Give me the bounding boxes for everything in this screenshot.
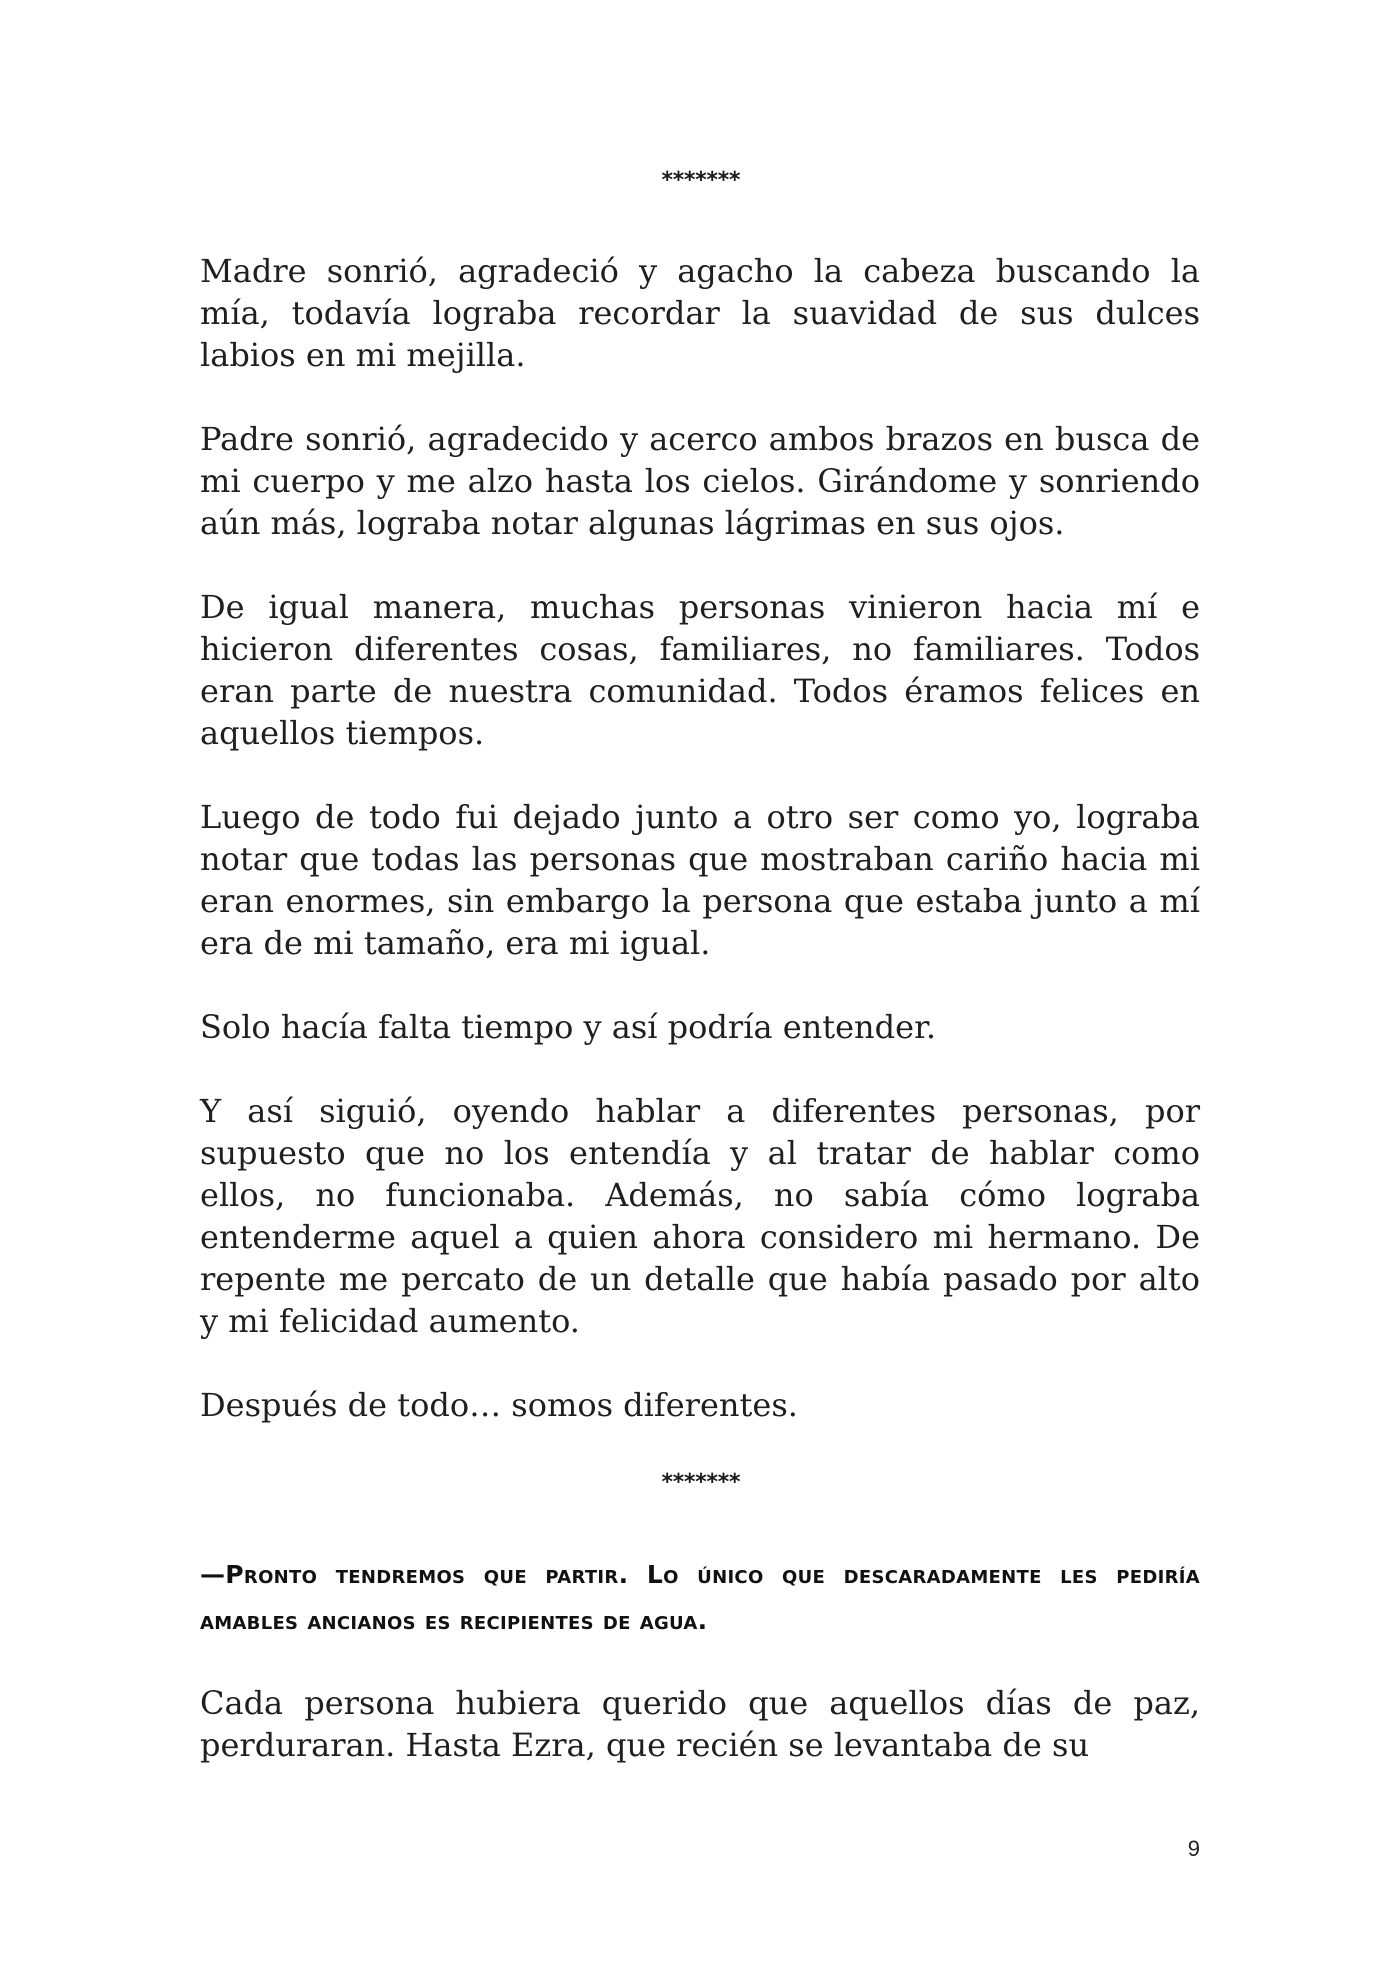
paragraph-2: Padre sonrió, agradecido y acerco ambos brazos en busca de mi cuerpo y me alzo hasta los cielos. Girándome y sonriendo aún más, lograba notar algunas lágrimas en sus ojos. [200,420,1200,542]
paragraph-5: Solo hacía falta tiempo y así podría entender. [200,1008,937,1046]
paragraph-1: Madre sonrió, agradeció y agacho la cabeza buscando la mía, todavía lograba recordar la suavidad de sus dulces labios en mi mejilla. [200,252,1200,374]
section-separator-top: ******* [660,168,740,193]
paragraph-4: Luego de todo fui dejado junto a otro ser como yo, lograba notar que todas las personas que mostraban cariño hacia mi eran enormes, sin embargo la persona que estaba junto a mí era de mi tamaño, era mi igual. [200,798,1200,962]
dialogue-line: —Pronto tendremos que partir. Lo único que descaradamente les pediría amables ancianos es recipientes de agua. [200,1560,1200,1635]
paragraph-6: Y así siguió, oyendo hablar a diferentes personas, por supuesto que no los entendía y al tratar de hablar como ellos, no funcionaba. Además, no sabía cómo lograba entenderme aquel a quien ahora considero mi hermano. De repente me percato de un detalle que había pasado por alto y mi felicidad aumento. [200,1092,1200,1340]
paragraph-7: Después de todo… somos diferentes. [200,1386,798,1424]
paragraph-3: De igual manera, muchas personas vinieron hacia mí e hicieron diferentes cosas, familiares, no familiares. Todos eran parte de nuestra comunidad. Todos éramos felices en aquellos tiempos. [200,588,1200,752]
paragraph-8: Cada persona hubiera querido que aquellos días de paz, perduraran. Hasta Ezra, que recién se levantaba de su [200,1684,1200,1764]
page-number: 9 [1187,1836,1200,1861]
section-separator-bottom: ******* [660,1470,740,1495]
